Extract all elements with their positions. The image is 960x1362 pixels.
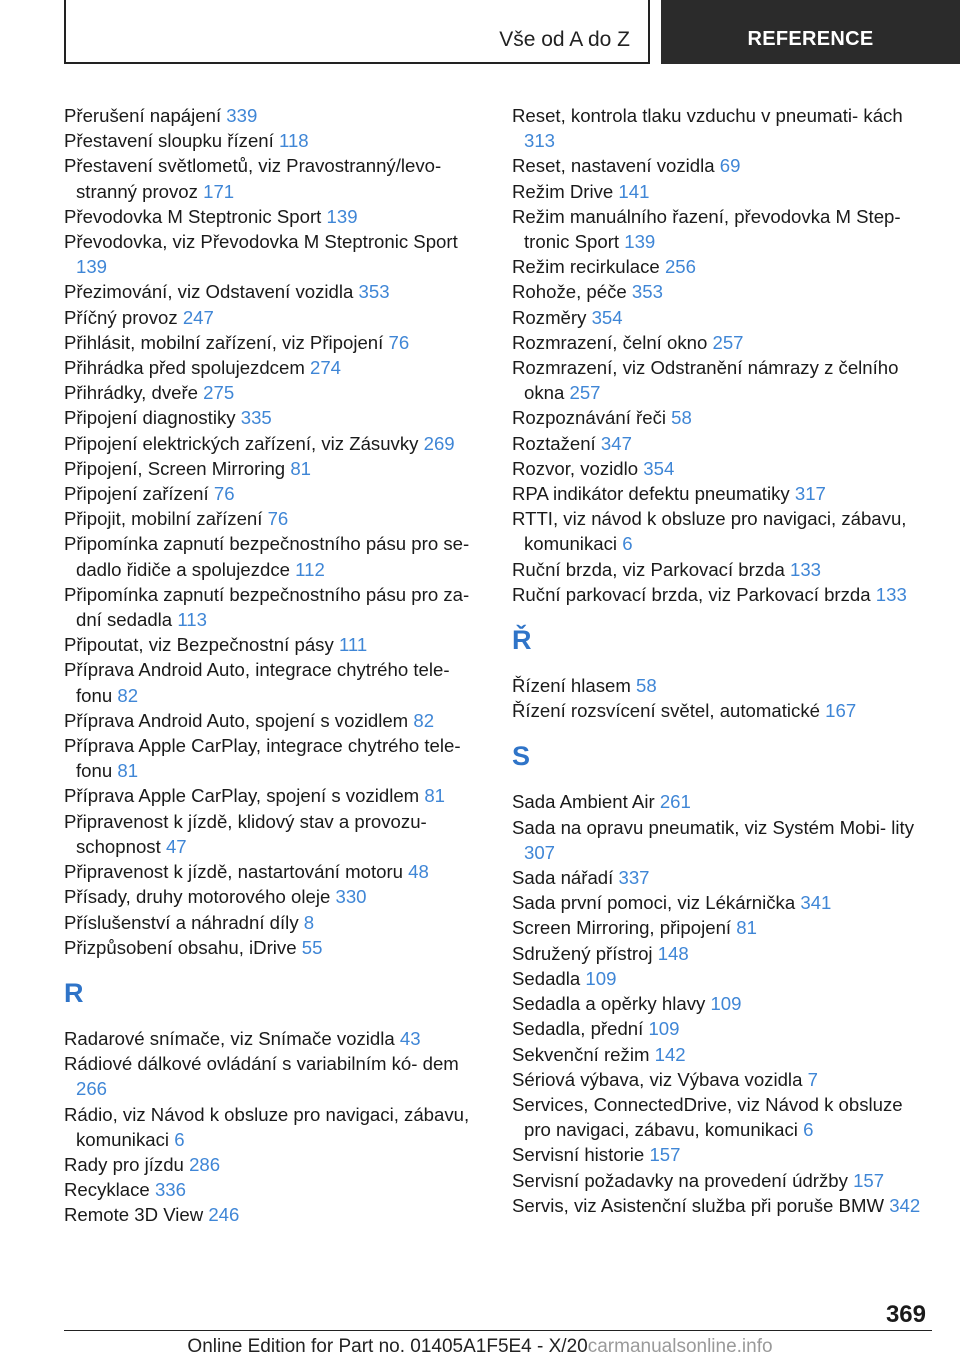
footer	[0, 1336, 960, 1358]
index-entry-text: Sekvenční režim	[512, 1043, 650, 1065]
index-entry-text: Servis, viz Asistenční služba při poruše BMW	[512, 1194, 885, 1216]
index-page-link[interactable]: 109	[710, 993, 742, 1015]
index-entry	[64, 1051, 480, 1101]
index-page-link[interactable]: 47	[165, 835, 187, 857]
index-entry-text: Přizpůsobení obsahu, iDrive	[64, 936, 297, 958]
index-page-link[interactable]: 354	[643, 457, 675, 479]
index-page-link[interactable]: 341	[800, 892, 832, 914]
index-entry-text: Režim recirkulace	[512, 256, 660, 278]
index-page-link[interactable]: 81	[117, 760, 139, 782]
index-entry-text: Rádiové dálkové ovládání s variabilním kó‐ dem	[64, 1053, 459, 1075]
index-entry-text: Rádio, viz Návod k obsluze pro navigaci, zábavu, komunikaci	[64, 1103, 470, 1150]
index-entry	[64, 657, 480, 707]
index-entry-text: RPA indikátor defektu pneumatiky	[512, 483, 790, 505]
index-entry-text: Připojení zařízení	[64, 483, 209, 505]
section-title: Vše od A do Z	[499, 28, 630, 51]
index-entry-text: Připojení elektrických zařízení, viz Zásuvky	[64, 432, 419, 454]
index-entry	[512, 673, 932, 698]
index-entry	[64, 809, 480, 859]
index-page-link[interactable]: 112	[295, 558, 325, 580]
index-page-link[interactable]: 269	[423, 432, 455, 454]
index-entry-text: Přestavení sloupku řízení	[64, 130, 274, 152]
index-page-link[interactable]: 257	[712, 331, 744, 353]
index-entry-text: Rozpoznávání řeči	[512, 407, 666, 429]
index-entry-text: Services, ConnectedDrive, viz Návod k obsluze pro navigaci, zábavu, komunikaci	[512, 1093, 903, 1141]
index-entry-text: Připravenost k jízdě, klidový stav a provozu‐ schopnost	[64, 810, 427, 857]
index-entry	[64, 708, 480, 733]
index-entry	[64, 506, 480, 531]
index-page-link[interactable]: 167	[825, 700, 857, 722]
index-page-link[interactable]: 339	[226, 105, 258, 126]
index-letter-heading: R	[64, 977, 84, 1008]
index-page-link[interactable]: 113	[177, 609, 207, 631]
index-entry	[512, 890, 932, 915]
footer-edition: Online Edition for Part no. 01405A1F5E4 - X/20	[187, 1336, 588, 1357]
index-entry-text: Rozvor, vozidlo	[512, 457, 639, 479]
index-entry-text: Režim Drive	[512, 180, 614, 202]
index-page-link[interactable]: 336	[154, 1179, 186, 1201]
index-entry	[512, 815, 932, 865]
index-entry	[512, 355, 932, 405]
index-entry	[512, 557, 932, 582]
index-page-link[interactable]: 354	[591, 306, 623, 328]
index-entry	[64, 910, 480, 935]
index-page-link[interactable]: 7	[807, 1068, 818, 1090]
index-entry	[512, 103, 932, 153]
index-page-link[interactable]: 111	[338, 634, 368, 656]
index-entry-text: Připoutat, viz Bezpečnostní pásy	[64, 634, 334, 656]
index-entry-text: Remote 3D View	[64, 1204, 204, 1226]
index-entry	[512, 991, 932, 1016]
index-page-link[interactable]: 256	[664, 256, 696, 278]
index-entry-text: Rozměry	[512, 306, 587, 328]
index-entry	[512, 941, 932, 966]
index-entry-text: Sdružený přístroj	[512, 942, 653, 964]
index-page-link[interactable]: 133	[790, 558, 822, 580]
index-entry	[512, 865, 932, 890]
index-entry-text: Režim manuálního řazení, převodovka M Step‐ tronic Sport	[512, 205, 901, 253]
index-page-link[interactable]: 139	[624, 231, 656, 253]
index-entry-text: Řízení hlasem	[512, 675, 631, 697]
index-page-link[interactable]: 317	[794, 483, 826, 505]
watermark: carmanualsonline.info	[587, 1336, 773, 1357]
index-page-link[interactable]: 81	[290, 457, 312, 479]
index-entry-text: Převodovka M Steptronic Sport	[64, 205, 322, 227]
index-entry-text: Ruční brzda, viz Parkovací brzda	[512, 558, 785, 580]
index-entry-text: Přestavení světlometů, viz Pravostranný/levo‐ stranný provoz	[64, 155, 442, 202]
index-entry	[512, 1193, 932, 1218]
index-entry	[512, 204, 932, 254]
index-page-link[interactable]: 148	[657, 942, 689, 964]
index-page-link[interactable]: 82	[413, 709, 435, 731]
index-entry	[64, 1102, 480, 1152]
index-entry	[512, 481, 932, 506]
index-entry-text: Sedadla a opěrky hlavy	[512, 993, 706, 1015]
index-page-link[interactable]: 58	[671, 407, 692, 429]
index-entry	[512, 153, 932, 178]
index-entry-text: Servisní požadavky na provedení údržby	[512, 1169, 848, 1191]
index-entry-text: Přerušení napájení	[64, 105, 222, 126]
index-entry-text: Připojení diagnostiky	[64, 407, 236, 429]
index-entry	[512, 1168, 932, 1193]
index-entry	[64, 632, 480, 657]
index-page-link[interactable]: 6	[803, 1119, 814, 1141]
index-entry	[64, 582, 480, 632]
index-page-link[interactable]: 81	[736, 917, 757, 939]
index-entry	[512, 915, 932, 940]
index-entry-text: Příčný provoz	[64, 306, 178, 328]
index-entry	[512, 698, 932, 723]
index-page-link[interactable]: 48	[408, 861, 429, 883]
index-page-link[interactable]: 139	[76, 256, 108, 278]
index-page-link[interactable]: 141	[618, 180, 650, 202]
index-entry-text: Převodovka, viz Převodovka M Steptronic Sport	[64, 231, 458, 253]
index-page-link[interactable]: 307	[524, 841, 556, 863]
index-entry	[512, 1142, 932, 1167]
index-entry	[512, 506, 932, 556]
index-page-link[interactable]: 6	[174, 1128, 185, 1150]
index-entry-text: Sada nářadí	[512, 867, 614, 889]
index-entry-text: Přihrádky, dveře	[64, 382, 198, 404]
index-page-link[interactable]: 274	[309, 357, 342, 379]
index-entry-text: Přihrádka před spolujezdcem	[64, 357, 305, 379]
index-page-link[interactable]: 313	[524, 130, 556, 152]
index-entry-text: Rozmrazení, čelní okno	[512, 331, 708, 353]
index-column-left	[64, 103, 480, 1228]
index-page-link[interactable]: 76	[388, 331, 410, 353]
index-page-link[interactable]: 330	[335, 886, 367, 908]
index-entry-text: Připomínka zapnutí bezpečnostního pásu pro za‐ dní sedadla	[64, 583, 470, 631]
index-entry-text: RTTI, viz návod k obsluze pro navigaci, zábavu, komunikaci	[512, 508, 907, 555]
index-entry	[64, 456, 480, 481]
index-page-link[interactable]: 257	[569, 382, 601, 404]
index-entry-text: Rohože, péče	[512, 281, 627, 303]
index-entry-text: Přezimování, viz Odstavení vozidla	[64, 281, 354, 303]
index-entry	[64, 783, 480, 808]
index-entry	[64, 128, 480, 153]
index-entry	[64, 1177, 480, 1202]
index-entry-text: Řízení rozsvícení světel, automatické	[512, 700, 820, 722]
index-entry-text: Servisní historie	[512, 1144, 645, 1166]
index-entry	[512, 405, 932, 430]
index-entry-text: Reset, kontrola tlaku vzduchu v pneumati‐ kách	[512, 105, 903, 126]
index-entry	[512, 1042, 932, 1067]
index-entry-text: Reset, nastavení vozidla	[512, 155, 715, 177]
index-page-link[interactable]: 246	[208, 1204, 240, 1226]
index-entry	[512, 789, 932, 814]
index-entry-text: Připojení, Screen Mirroring	[64, 457, 286, 479]
index-entry	[64, 884, 480, 909]
index-entry	[512, 305, 932, 330]
index-entry-text: Sada první pomoci, viz Lékárnička	[512, 892, 796, 914]
index-letter-heading: Ř	[512, 625, 532, 656]
index-entry-text: Příprava Apple CarPlay, spojení s vozidlem	[64, 785, 420, 807]
index-entry-text: Sada na opravu pneumatik, viz Systém Mobi‐ lity	[512, 816, 915, 838]
index-entry	[512, 254, 932, 279]
index-page-link[interactable]: 142	[654, 1043, 686, 1065]
index-entry-text: Rozmrazení, viz Odstranění námrazy z čelního okna	[512, 357, 899, 404]
header-frame	[64, 0, 650, 64]
index-letter-heading: S	[512, 741, 531, 772]
index-page-link[interactable]: 347	[600, 432, 632, 454]
index-entry-text: Připojit, mobilní zařízení	[64, 508, 263, 530]
index-entry	[64, 1202, 480, 1227]
index-page-link[interactable]: 353	[631, 281, 663, 303]
reference-tab[interactable]	[661, 0, 960, 64]
index-page-link[interactable]: 6	[622, 533, 633, 555]
index-page-link[interactable]: 353	[358, 281, 390, 303]
index-entry-text: Příprava Apple CarPlay, integrace chytrého tele‐ fonu	[64, 735, 461, 782]
index-entry	[64, 431, 480, 456]
page-number: 369	[885, 1301, 926, 1328]
index-entry	[512, 966, 932, 991]
index-page-link[interactable]: 8	[303, 911, 315, 933]
index-page-link[interactable]: 133	[875, 583, 907, 605]
index-entry-text: Ruční parkovací brzda, viz Parkovací brzda	[512, 583, 871, 605]
index-entry-text: Připomínka zapnutí bezpečnostního pásu pro se‐ dadlo řidiče a spolujezdce	[64, 533, 470, 580]
index-page-link[interactable]: 335	[240, 407, 272, 429]
index-entry	[512, 1092, 932, 1142]
index-entry-text: Recyklace	[64, 1179, 150, 1201]
index-page-link[interactable]: 247	[182, 306, 214, 328]
index-entry-text: Radarové snímače, viz Snímače vozidla	[64, 1027, 395, 1049]
index-entry	[64, 733, 480, 783]
index-entry	[512, 1067, 932, 1092]
index-page-link[interactable]: 266	[76, 1078, 108, 1100]
index-page-link[interactable]: 157	[649, 1144, 681, 1166]
index-column-right	[512, 103, 932, 1218]
index-entry	[64, 103, 480, 128]
index-page-link[interactable]: 109	[585, 967, 617, 989]
index-page-link[interactable]: 58	[636, 675, 657, 697]
index-entry	[64, 153, 480, 203]
index-entry-text: Sedadla	[512, 967, 581, 989]
index-page-link[interactable]: 139	[326, 205, 358, 227]
index-page-link[interactable]: 109	[648, 1018, 680, 1040]
footer-divider	[64, 1330, 932, 1331]
index-entry	[512, 582, 932, 607]
index-page-link[interactable]: 342	[889, 1194, 921, 1216]
index-page-link[interactable]: 81	[424, 785, 446, 807]
index-entry	[64, 859, 480, 884]
index-entry	[64, 481, 480, 506]
index-page-link[interactable]: 118	[278, 130, 309, 152]
index-entry-text: Přísady, druhy motorového oleje	[64, 886, 331, 908]
index-entry-text: Roztažení	[512, 432, 596, 454]
index-page-link[interactable]: 76	[213, 483, 235, 505]
index-entry-text: Sériová výbava, viz Výbava vozidla	[512, 1068, 803, 1090]
index-page-link[interactable]: 286	[189, 1153, 221, 1175]
index-entry-text: Rady pro jízdu	[64, 1153, 184, 1175]
index-entry-text: Příprava Android Auto, integrace chytrého tele‐ fonu	[64, 659, 450, 706]
index-entry	[512, 1016, 932, 1041]
index-entry-text: Přihlásit, mobilní zařízení, viz Připojení	[64, 331, 384, 353]
index-entry	[64, 1152, 480, 1177]
index-page-link[interactable]: 337	[618, 867, 650, 889]
index-page-link[interactable]: 157	[853, 1169, 885, 1191]
index-page-link[interactable]: 76	[267, 508, 289, 530]
index-page-link[interactable]: 261	[659, 791, 691, 813]
index-entry	[512, 179, 932, 204]
index-entry	[512, 279, 932, 304]
index-entry	[64, 1026, 480, 1051]
index-entry	[64, 305, 480, 330]
index-entry-text: Screen Mirroring, připojení	[512, 917, 732, 939]
index-page-link[interactable]: 55	[301, 936, 323, 958]
index-entry	[64, 204, 480, 229]
index-entry-text: Sedadla, přední	[512, 1018, 644, 1040]
index-entry	[64, 380, 480, 405]
index-entry-text: Připravenost k jízdě, nastartování motoru	[64, 861, 403, 883]
index-page-link[interactable]: 275	[203, 382, 235, 404]
index-page-link[interactable]: 69	[719, 155, 741, 177]
index-entry	[64, 229, 480, 279]
index-entry	[64, 935, 480, 960]
page-header	[0, 0, 960, 66]
index-entry	[512, 431, 932, 456]
index-entry	[512, 330, 932, 355]
index-entry-text: Sada Ambient Air	[512, 791, 655, 813]
index-entry	[64, 355, 480, 380]
index-entry-text: Příslušenství a náhradní díly	[64, 911, 299, 933]
reference-tab-label: REFERENCE	[747, 28, 874, 50]
index-entry	[64, 405, 480, 430]
index-entry	[64, 531, 480, 581]
index-entry	[512, 456, 932, 481]
index-page-link[interactable]: 82	[117, 684, 139, 706]
index-page-link[interactable]: 43	[399, 1027, 421, 1049]
index-entry	[64, 279, 480, 304]
index-entry-text: Příprava Android Auto, spojení s vozidlem	[64, 709, 409, 731]
index-entry	[64, 330, 480, 355]
index-page-link[interactable]: 171	[203, 180, 235, 202]
